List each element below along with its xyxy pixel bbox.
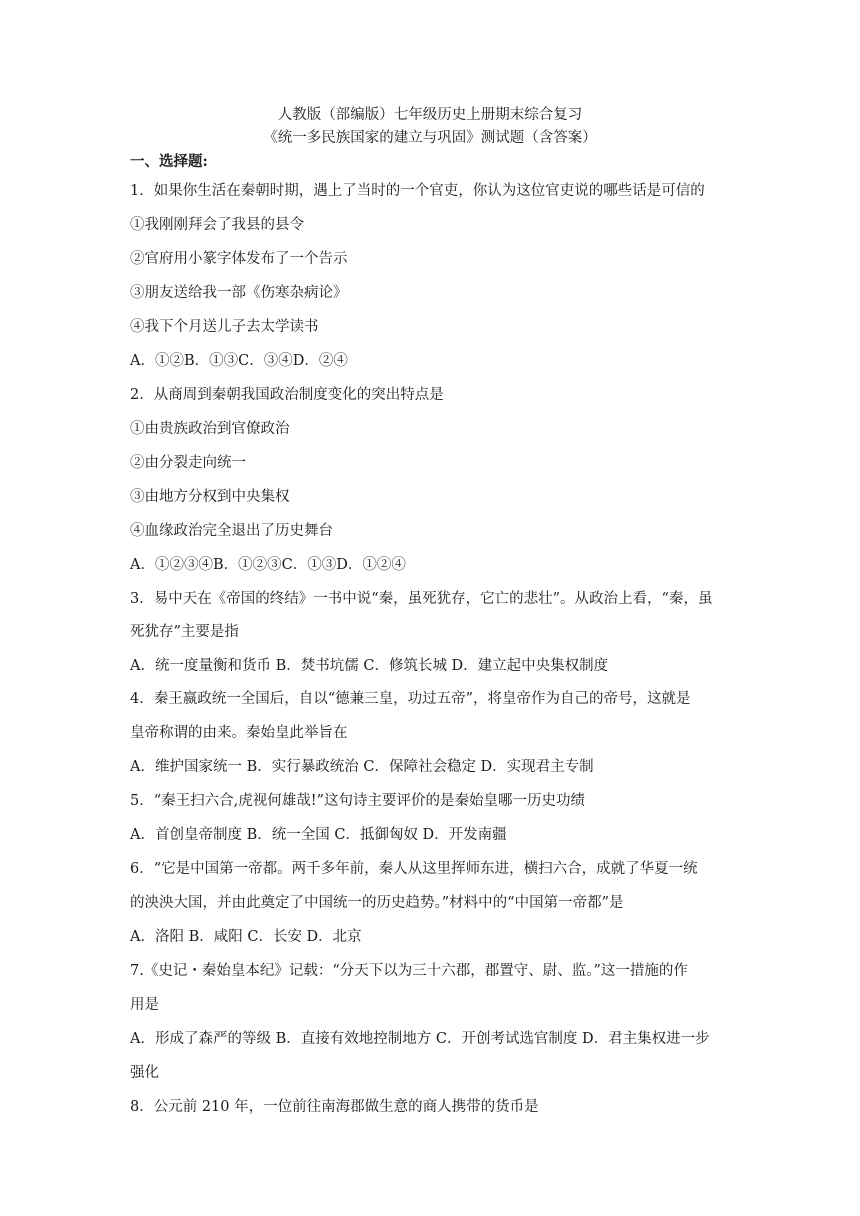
answer-options: A．统一度量衡和货币 B．焚书坑儒 C．修筑长城 D．建立起中央集权制度 bbox=[130, 658, 609, 674]
answer-options: A．①②③④B．①②③C．①③D．①②④ bbox=[130, 557, 406, 573]
answer-options: A．维护国家统一 B．实行暴政统治 C．保障社会稳定 D．实现君主专制 bbox=[130, 759, 594, 775]
question-text-line: 用是 bbox=[130, 997, 159, 1013]
question-text-line: 2．从商周到秦朝我国政治制度变化的突出特点是 bbox=[130, 387, 444, 403]
answer-options: A．洛阳 B．咸阳 C．长安 D．北京 bbox=[130, 929, 362, 945]
statement-line: ②官府用小篆字体发布了一个告示 bbox=[130, 251, 348, 267]
question-text-line: 8．公元前 210 年，一位前往南海郡做生意的商人携带的货币是 bbox=[130, 1099, 539, 1115]
statement-line: ④血缘政治完全退出了历史舞台 bbox=[130, 523, 333, 539]
question-text-line: 皇帝称谓的由来。秦始皇此举旨在 bbox=[130, 725, 348, 741]
document-title-line-1: 人教版（部编版）七年级历史上册期末综合复习 bbox=[277, 107, 583, 123]
question-text-line: 1．如果你生活在秦朝时期，遇上了当时的一个官吏，你认为这位官吏说的哪些话是可信的 bbox=[130, 183, 705, 199]
section-heading: 一、选择题: bbox=[130, 153, 208, 170]
statement-line: ③朋友送给我一部《伤寒杂病论》 bbox=[130, 285, 348, 301]
answer-options: A．①②B．①③C．③④D．②④ bbox=[130, 353, 348, 369]
question-text-line: 的泱泱大国，并由此奠定了中国统一的历史趋势。”材料中的“中国第一帝都”是 bbox=[130, 895, 624, 911]
answer-options: 强化 bbox=[130, 1065, 159, 1081]
document-title-line-2: 《统一多民族国家的建立与巩固》测试题（含答案） bbox=[263, 130, 597, 146]
question-text-line: 6．“它是中国第一帝都。两千多年前，秦人从这里挥师东进，横扫六合，成就了华夏一统 bbox=[130, 861, 698, 877]
question-text-line: 死犹存”主要是指 bbox=[130, 624, 239, 640]
answer-options: A．首创皇帝制度 B．统一全国 C．抵御匈奴 D．开发南疆 bbox=[130, 827, 507, 843]
statement-line: ②由分裂走向统一 bbox=[130, 455, 246, 471]
statement-line: ①我刚刚拜会了我县的县令 bbox=[130, 217, 304, 233]
answer-options: A．形成了森严的等级 B．直接有效地控制地方 C．开创考试选官制度 D．君主集权进一步 bbox=[130, 1031, 710, 1047]
statement-line: ③由地方分权到中央集权 bbox=[130, 489, 290, 505]
question-text-line: 5．“秦王扫六合,虎视何雄哉!”这句诗主要评价的是秦始皇哪一历史功绩 bbox=[130, 793, 585, 809]
question-text-line: 4．秦王嬴政统一全国后，自以“德兼三皇，功过五帝”，将皇帝作为自己的帝号，这就是 bbox=[130, 691, 691, 707]
question-text-line: 3．易中天在《帝国的终结》一书中说“秦，虽死犹存，它亡的悲壮”。从政治上看，“秦，虽 bbox=[130, 591, 713, 607]
statement-line: ④我下个月送儿子去太学读书 bbox=[130, 319, 319, 335]
question-text-line: 7.《史记・秦始皇本纪》记载：“分天下以为三十六郡，郡置守、尉、监。”这一措施的作 bbox=[130, 963, 688, 979]
statement-line: ①由贵族政治到官僚政治 bbox=[130, 421, 290, 437]
